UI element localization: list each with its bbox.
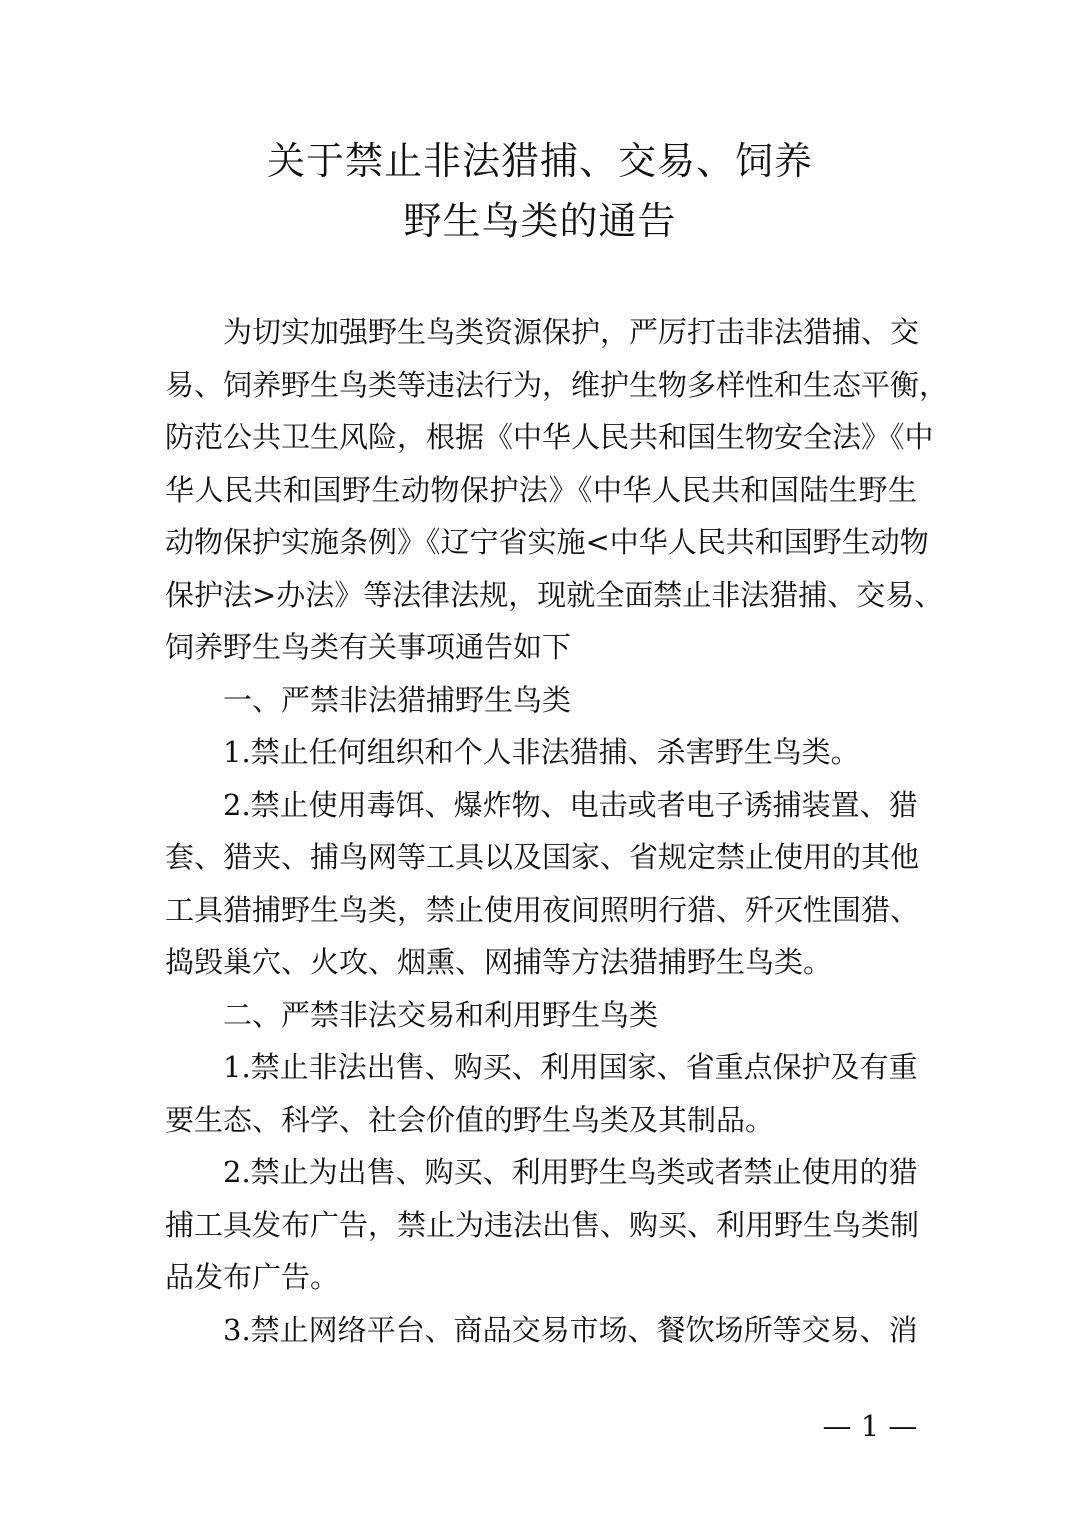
section-2-item-1 (165, 1041, 917, 1146)
page-number: — 1 — (822, 1409, 918, 1443)
paragraph-line: 工具猎捕野生鸟类，禁止使用夜间照明行猎、歼灭性围猎、 (165, 892, 920, 927)
paragraph-line: 品发布广告。 (165, 1260, 340, 1294)
paragraph-line: 捣毁巢穴、火攻、烟熏、网捕等方法猎捕野生鸟类。 (165, 945, 833, 979)
section-2-heading: 二、严禁非法交易和利用野生鸟类 (223, 997, 659, 1032)
section-2-item-2 (165, 1146, 920, 1304)
paragraph-line: 捕工具发布广告，禁止为违法出售、购买、利用野生鸟类制 (165, 1207, 920, 1242)
paragraph-line: 饲养野生鸟类有关事项通告如下 (165, 630, 572, 664)
paragraph-line: 3.禁止网络平台、商品交易市场、餐饮场所等交易、消 (223, 1312, 918, 1347)
section-1-heading: 一、严禁非法猎捕野生鸟类 (223, 682, 572, 717)
paragraph-line: 华人民共和国野生动物保护法》《中华人民共和国陆生野生 (165, 472, 917, 507)
paragraph-line: 2.禁止使用毒饵、爆炸物、电击或者电子诱捕装置、猎 (223, 787, 918, 822)
section-2-item-3 (165, 1304, 917, 1357)
paragraph-line: 防范公共卫生风险，根据《中华人民共和国生物安全法》《中 (165, 420, 934, 454)
paragraph-line: 易、饲养野生鸟类等违法行为，维护生物多样性和生态平衡， (165, 367, 949, 402)
paragraph-line: 保护法>办法》等法律法规，现就全面禁止非法猎捕、交易、 (165, 577, 944, 612)
paragraph-line: 2.禁止为出售、购买、利用野生鸟类或者禁止使用的猎 (223, 1155, 918, 1189)
document-title-line-2: 野生鸟类的通告 (403, 199, 677, 243)
section-1-item-1: 1.禁止任何组织和个人非法猎捕、杀害野生鸟类。 (223, 735, 860, 769)
paragraph-line: 套、猎夹、捕鸟网等工具以及国家、省规定禁止使用的其他 (165, 840, 920, 874)
document-title-line-1: 关于禁止非法猎捕、交易、饲养 (266, 139, 813, 183)
paragraph-line: 1.禁止非法出售、购买、利用国家、省重点保护及有重 (223, 1050, 918, 1084)
intro-paragraph (165, 306, 949, 674)
section-1-item-2 (165, 779, 920, 989)
document-body (165, 306, 949, 1356)
paragraph-line: 为切实加强野生鸟类资源保护，严厉打击非法猎捕、交 (223, 315, 920, 349)
paragraph-line: 动物保护实施条例》《辽宁省实施<中华人民共和国野生动物 (165, 525, 929, 559)
paragraph-line: 要生态、科学、社会价值的野生鸟类及其制品。 (165, 1102, 775, 1137)
